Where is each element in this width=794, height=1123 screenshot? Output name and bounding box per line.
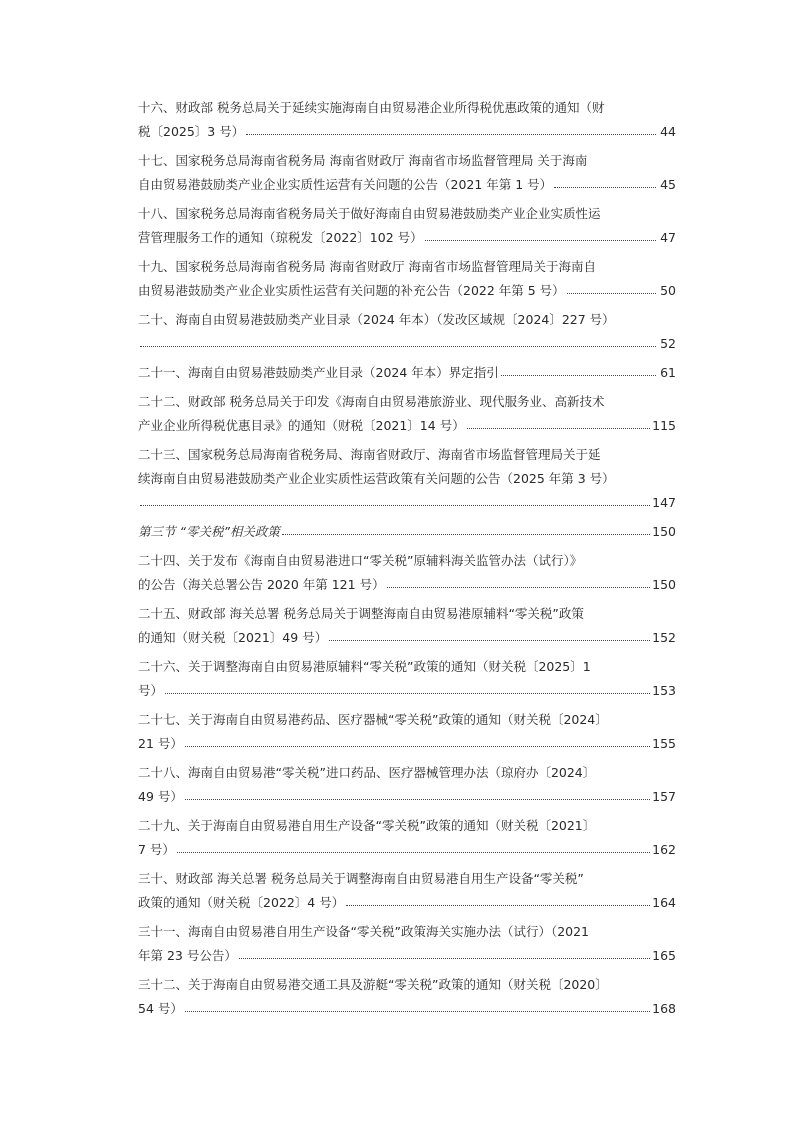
page-number: 164 bbox=[652, 895, 676, 910]
toc-entry[interactable] bbox=[138, 602, 676, 650]
toc-entry-title-tail: 自由贸易港鼓励类产业企业实质性运营有关问题的公告（2021 年第 1 号） bbox=[138, 177, 553, 192]
page-number: 115 bbox=[652, 418, 676, 433]
toc-entry-leader-line bbox=[138, 361, 676, 385]
toc-entry[interactable] bbox=[138, 655, 676, 703]
toc-entry-title-tail: 的公告（海关总署公告 2020 年第 121 号） bbox=[138, 577, 385, 592]
toc-entry[interactable] bbox=[138, 443, 676, 515]
page-number: 61 bbox=[660, 365, 676, 380]
dot-leader bbox=[185, 791, 650, 804]
toc-entry-leader-line bbox=[138, 332, 676, 356]
page-number: 165 bbox=[652, 948, 676, 963]
toc-entry-title-line: 十八、国家税务总局海南省税务局关于做好海南自由贸易港鼓励类产业企业实质性运 bbox=[138, 206, 601, 221]
page-number: 152 bbox=[652, 630, 676, 645]
toc-entry-title-line: 二十、海南自由贸易港鼓励类产业目录（2024 年本）（发改区域规〔2024〕227 号） bbox=[138, 312, 615, 327]
toc-entry-title-tail: 号） bbox=[138, 683, 164, 698]
dot-leader bbox=[387, 579, 651, 592]
toc-entry[interactable] bbox=[138, 149, 676, 197]
page-number: 150 bbox=[652, 577, 676, 592]
toc-entry-title-line: 十九、国家税务总局海南省税务局 海南省财政厅 海南省市场监督管理局关于海南自 bbox=[138, 259, 596, 274]
toc-entry-title-tail: 54 号） bbox=[138, 1001, 183, 1016]
toc-entry-title-line: 二十五、财政部 海关总署 税务总局关于调整海南自由贸易港原辅料“零关税”政策 bbox=[138, 606, 584, 621]
toc-entry-leader-line bbox=[138, 226, 676, 250]
dot-leader bbox=[554, 179, 656, 192]
toc-entry-title-tail: 产业企业所得税优惠目录》的通知（财税〔2021〕14 号） bbox=[138, 418, 465, 433]
page-number: 52 bbox=[660, 336, 676, 351]
toc-entry-leader-line bbox=[138, 573, 676, 597]
toc-entry-title-line: 二十三、国家税务总局海南省税务局、海南省财政厅、海南省市场监督管理局关于延 bbox=[138, 447, 601, 462]
toc-entry-title-line: 二十七、关于海南自由贸易港药品、医疗器械“零关税”政策的通知（财关税〔2024〕 bbox=[138, 712, 608, 727]
toc-entry-title-line: 二十八、海南自由贸易港“零关税”进口药品、医疗器械管理办法（琼府办〔2024〕 bbox=[138, 765, 596, 780]
toc-entry[interactable] bbox=[138, 708, 676, 756]
toc-entry-title-line: 三十、财政部 海关总署 税务总局关于调整海南自由贸易港自用生产设备“零关税” bbox=[138, 871, 584, 886]
toc-entry-leader-line bbox=[138, 785, 676, 809]
toc-entry-title-line: 三十二、关于海南自由贸易港交通工具及游艇“零关税”政策的通知（财关税〔2020〕 bbox=[138, 977, 608, 992]
dot-leader bbox=[346, 897, 650, 910]
toc-entry[interactable] bbox=[138, 308, 676, 356]
dot-leader bbox=[567, 285, 656, 298]
toc-entry[interactable] bbox=[138, 255, 676, 303]
toc-entry-leader-line bbox=[138, 891, 676, 915]
dot-leader bbox=[165, 685, 650, 698]
dot-leader bbox=[140, 497, 650, 510]
page-number: 50 bbox=[660, 283, 676, 298]
dot-leader bbox=[177, 844, 650, 857]
toc-entry-leader-line bbox=[138, 732, 676, 756]
toc-entry[interactable] bbox=[138, 390, 676, 438]
toc-entry-title-line: 十七、国家税务总局海南省税务局 海南省财政厅 海南省市场监督管理局 关于海南 bbox=[138, 153, 588, 168]
toc-entry[interactable] bbox=[138, 814, 676, 862]
toc-entry-title-line: 二十二、财政部 税务总局关于印发《海南自由贸易港旅游业、现代服务业、高新技术 bbox=[138, 394, 605, 409]
page-number: 44 bbox=[660, 124, 676, 139]
toc-entry-title-tail: 年第 23 号公告） bbox=[138, 948, 237, 963]
toc-entry[interactable] bbox=[138, 96, 676, 144]
toc-entry-leader-line bbox=[138, 491, 676, 515]
toc-entry-leader-line bbox=[138, 838, 676, 862]
toc-entry-title-tail: 政策的通知（财关税〔2022〕4 号） bbox=[138, 895, 345, 910]
toc-entry-title-tail: 二十一、海南自由贸易港鼓励类产业目录（2024 年本）界定指引 bbox=[138, 365, 499, 380]
dot-leader bbox=[467, 420, 650, 433]
dot-leader bbox=[282, 526, 650, 539]
toc-entry-title-line: 三十一、海南自由贸易港自用生产设备“零关税”政策海关实施办法（试行）（2021 bbox=[138, 924, 590, 939]
toc-entry-leader-line bbox=[138, 679, 676, 703]
page-number: 157 bbox=[652, 789, 676, 804]
toc-entry-leader-line bbox=[138, 414, 676, 438]
toc-entry[interactable] bbox=[138, 761, 676, 809]
toc-entry-leader-line bbox=[138, 520, 676, 544]
toc-entry-leader-line bbox=[138, 944, 676, 968]
toc-entry[interactable] bbox=[138, 549, 676, 597]
toc-entry-title-tail: 税〔2025〕3 号） bbox=[138, 124, 245, 139]
toc-entry[interactable] bbox=[138, 361, 676, 385]
toc-entry[interactable] bbox=[138, 973, 676, 1021]
page-number: 162 bbox=[652, 842, 676, 857]
toc-entry-leader-line bbox=[138, 626, 676, 650]
dot-leader bbox=[425, 232, 656, 245]
dot-leader bbox=[185, 738, 650, 751]
page-number: 168 bbox=[652, 1001, 676, 1016]
toc-entry-title-tail: 的通知（财关税〔2021〕49 号） bbox=[138, 630, 328, 645]
dot-leader bbox=[501, 367, 656, 380]
toc-entry-title-line: 二十四、关于发布《海南自由贸易港进口“零关税”原辅料海关监管办法（试行）》 bbox=[138, 553, 583, 568]
toc-entry-title-line: 十六、财政部 税务总局关于延续实施海南自由贸易港企业所得税优惠政策的通知（财 bbox=[138, 100, 605, 115]
dot-leader bbox=[246, 126, 656, 139]
toc-entry-leader-line bbox=[138, 120, 676, 144]
toc-entry[interactable] bbox=[138, 202, 676, 250]
toc-entry-title-tail: 营管理服务工作的通知（琼税发〔2022〕102 号） bbox=[138, 230, 423, 245]
toc-entry-title-tail: 49 号） bbox=[138, 789, 183, 804]
page-number: 150 bbox=[652, 524, 676, 539]
toc-entry-leader-line bbox=[138, 173, 676, 197]
toc-entry-leader-line bbox=[138, 997, 676, 1021]
toc-entry-title-tail: 由贸易港鼓励类产业企业实质性运营有关问题的补充公告（2022 年第 5 号） bbox=[138, 283, 565, 298]
dot-leader bbox=[140, 338, 656, 351]
dot-leader bbox=[185, 1003, 650, 1016]
toc-entry[interactable] bbox=[138, 867, 676, 915]
page-number: 45 bbox=[660, 177, 676, 192]
toc-entry[interactable] bbox=[138, 920, 676, 968]
dot-leader bbox=[239, 950, 650, 963]
toc-entry-title-line: 二十九、关于海南自由贸易港自用生产设备“零关税”政策的通知（财关税〔2021〕 bbox=[138, 818, 596, 833]
page-number: 147 bbox=[652, 495, 676, 510]
toc-entry-leader-line bbox=[138, 279, 676, 303]
section-title: 第三节 “零关税”相关政策 bbox=[138, 524, 280, 539]
dot-leader bbox=[329, 632, 650, 645]
toc-section-heading[interactable] bbox=[138, 520, 676, 544]
toc-entry-title-line: 续海南自由贸易港鼓励类产业企业实质性运营政策有关问题的公告（2025 年第 3 号） bbox=[138, 471, 615, 486]
toc-entry-title-tail: 21 号） bbox=[138, 736, 183, 751]
page-number: 47 bbox=[660, 230, 676, 245]
page-number: 153 bbox=[652, 683, 676, 698]
table-of-contents bbox=[138, 96, 676, 1026]
page-number: 155 bbox=[652, 736, 676, 751]
toc-entry-title-line: 二十六、关于调整海南自由贸易港原辅料“零关税”政策的通知（财关税〔2025〕1 bbox=[138, 659, 591, 674]
toc-entry-title-tail: 7 号） bbox=[138, 842, 175, 857]
